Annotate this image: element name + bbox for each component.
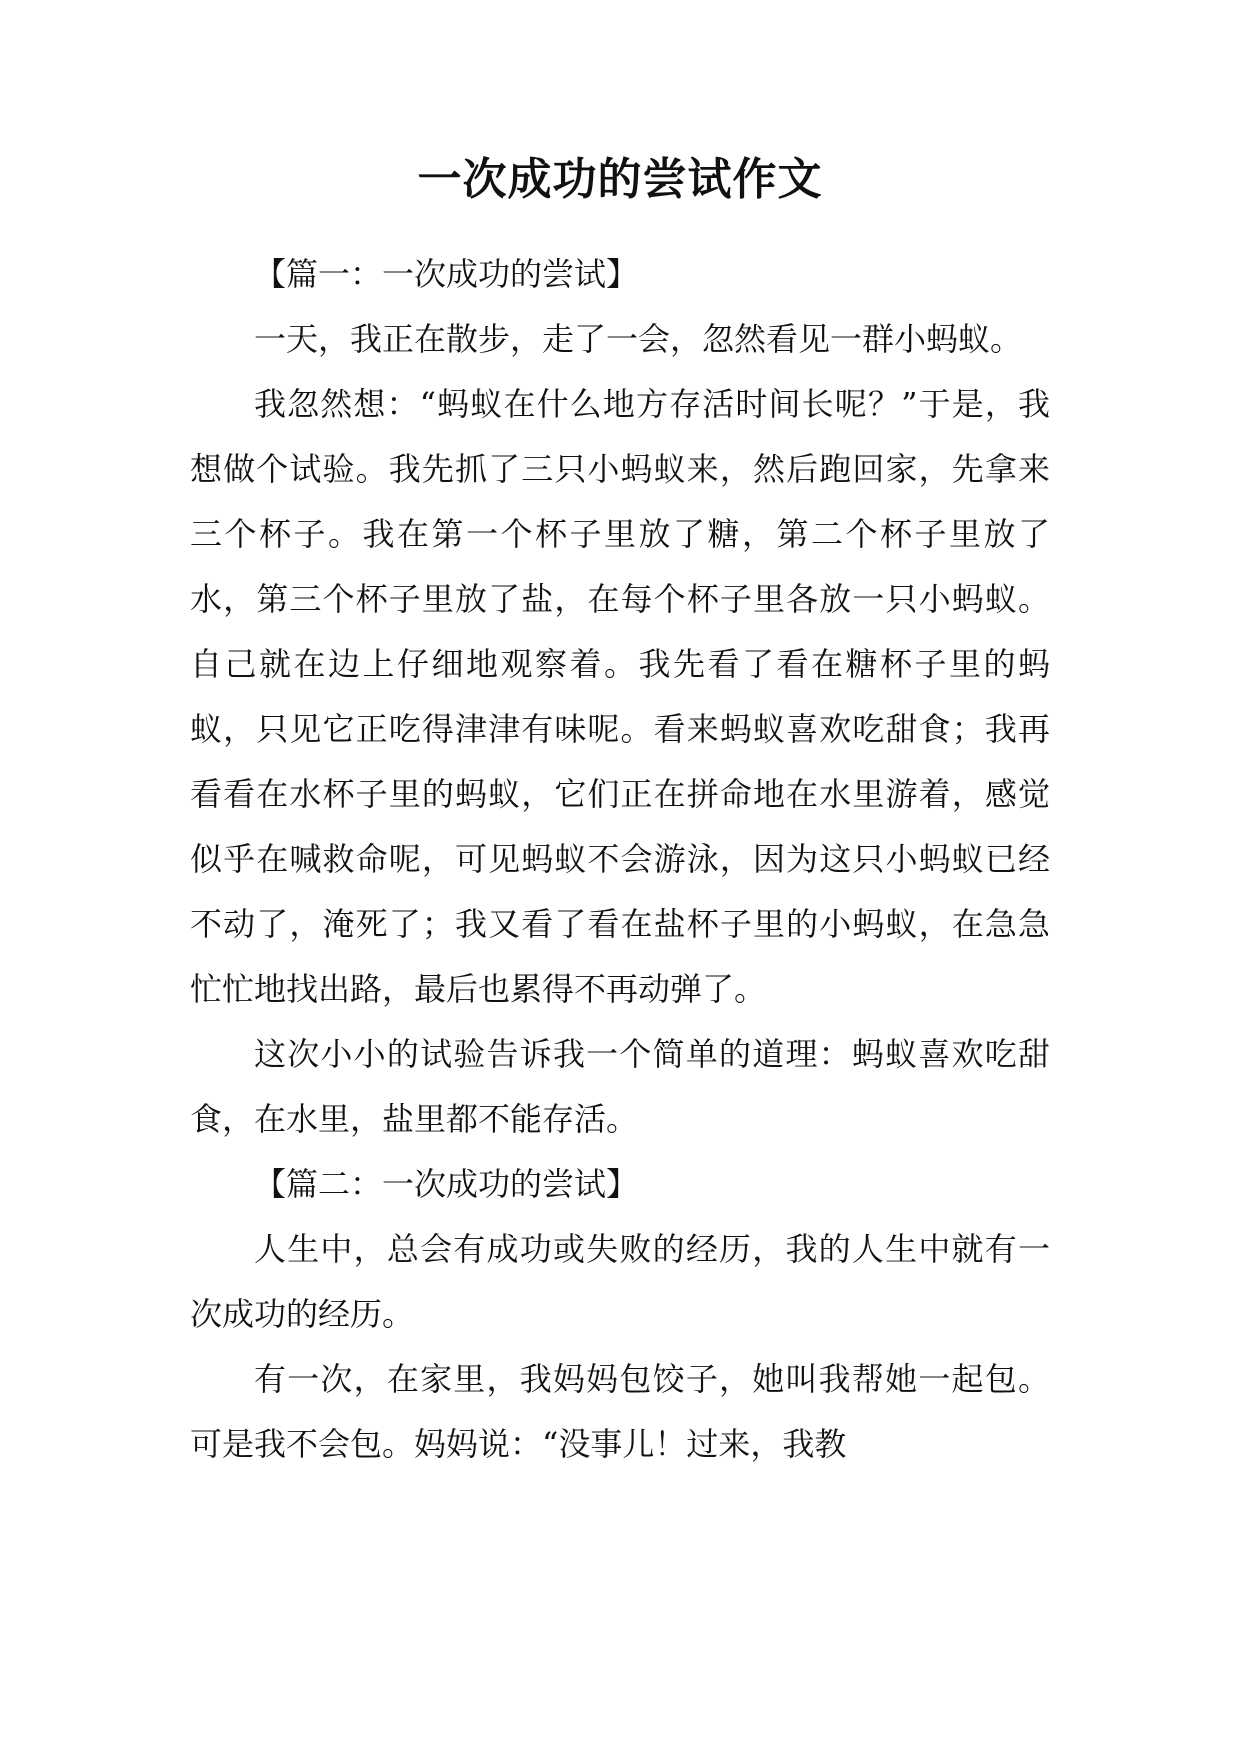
paragraph: 有一次，在家里，我妈妈包饺子，她叫我帮她一起包。可是我不会包。妈妈说：“没事儿！过来，我教 xyxy=(190,1360,1050,1463)
section-heading-2: 【篇二：一次成功的尝试】 xyxy=(254,1165,639,1203)
paragraph: 我忽然想：“蚂蚁在什么地方存活时间长呢？”于是，我想做个试验。我先抓了三只小蚂蚁来，然后跑回家，先拿来三个杯子。我在第一个杯子里放了糖，第二个杯子里放了水，第三个杯子里放了盐，在每个杯子里各放一只小蚂蚁。自己就在边上仔细地观察着。我先看了看在糖杯子里的蚂蚁，只见它正吃得津津有味呢。看来蚂蚁喜欢吃甜食；我再看看在水杯子里的蚂蚁，它们正在拼命地在水里游着，感觉似乎在喊救命呢，可见蚂蚁不会游泳，因为这只小蚂蚁已经不动了，淹死了；我又看了看在盐杯子里的小蚂蚁，在急急忙忙地找出路，最后也累得不再动弹了。 xyxy=(190,385,1050,1008)
paragraph: 人生中，总会有成功或失败的经历，我的人生中就有一次成功的经历。 xyxy=(190,1230,1050,1333)
paragraph: 这次小小的试验告诉我一个简单的道理：蚂蚁喜欢吃甜食，在水里，盐里都不能存活。 xyxy=(190,1035,1050,1138)
document-title: 一次成功的尝试作文 xyxy=(417,154,823,205)
document-body xyxy=(190,242,1050,1477)
paragraph: 一天，我正在散步，走了一会，忽然看见一群小蚂蚁。 xyxy=(254,320,1023,358)
section-heading-1: 【篇一：一次成功的尝试】 xyxy=(254,255,639,293)
